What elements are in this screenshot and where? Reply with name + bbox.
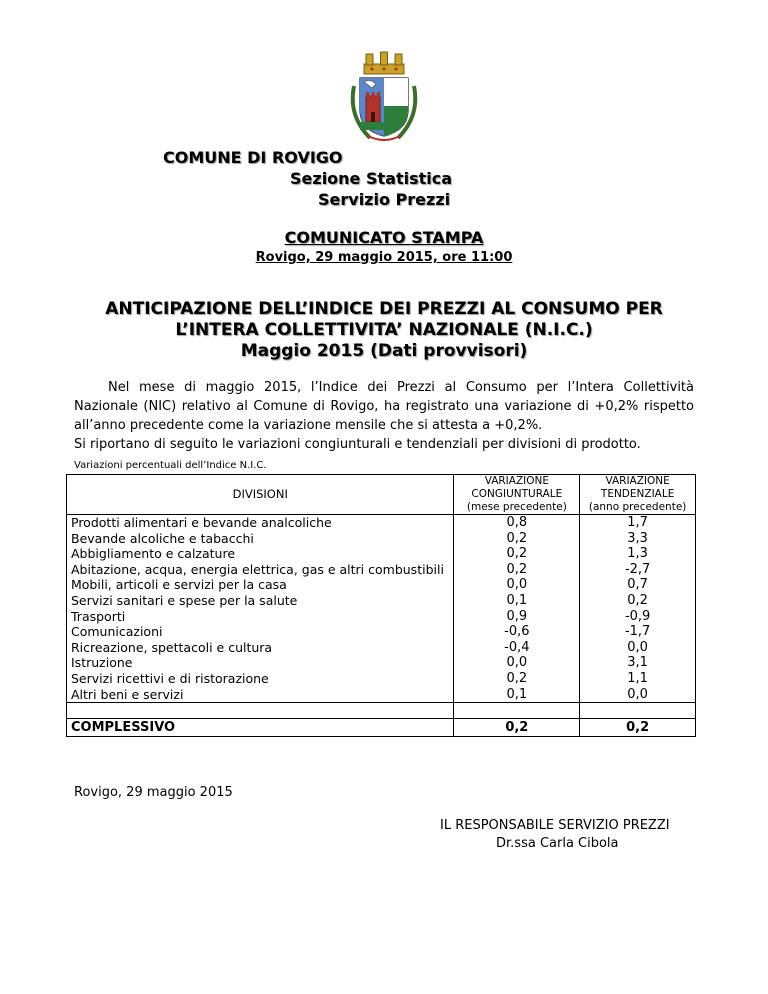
spacer-cell: [67, 703, 454, 719]
body-text: [74, 378, 694, 454]
congiunturale-value: 0,9: [454, 609, 580, 625]
header-tend-line2: TENDENZIALE: [600, 488, 675, 500]
total-tendenziale: 0,2: [580, 719, 696, 737]
signatory-role: IL RESPONSABILE SERVIZIO PREZZI: [440, 818, 670, 833]
division-name: Comunicazioni: [67, 624, 454, 640]
tendenziale-value: 1,1: [580, 671, 696, 687]
congiunturale-value: -0,4: [454, 640, 580, 656]
congiunturale-value: 0,2: [454, 562, 580, 578]
tendenziale-value: 3,1: [580, 655, 696, 671]
division-name: Trasporti: [67, 609, 454, 625]
tendenziale-value: -1,7: [580, 624, 696, 640]
coat-of-arms-icon: [344, 50, 424, 146]
congiunturale-value: 0,8: [454, 515, 580, 531]
tendenziale-value: 1,7: [580, 515, 696, 531]
table-row: [67, 562, 696, 578]
table-header-row: [67, 475, 696, 515]
division-name: Servizi sanitari e spese per la salute: [67, 593, 454, 609]
congiunturale-value: -0,6: [454, 624, 580, 640]
division-name: Ricreazione, spettacoli e cultura: [67, 640, 454, 656]
press-release-title: COMUNICATO STAMPA: [284, 228, 484, 247]
congiunturale-value: 0,2: [454, 531, 580, 547]
signatory-name: Dr.ssa Carla Cibola: [496, 836, 619, 851]
division-name: Mobili, articoli e servizi per la casa: [67, 577, 454, 593]
division-name: Abbigliamento e calzature: [67, 546, 454, 562]
header-comune: COMUNE DI ROVIGO: [163, 148, 343, 167]
division-name: Prodotti alimentari e bevande analcoliche: [67, 515, 454, 531]
tendenziale-value: 0,7: [580, 577, 696, 593]
tendenziale-value: 0,2: [580, 593, 696, 609]
header-tend-line1: VARIAZIONE: [605, 475, 670, 487]
tendenziale-value: 3,3: [580, 531, 696, 547]
congiunturale-value: 0,0: [454, 577, 580, 593]
spacer-cell: [580, 703, 696, 719]
paragraph-2: Si riportano di seguito le variazioni congiunturali e tendenziali per divisioni di prodotto.: [74, 437, 641, 452]
tendenziale-value: 1,3: [580, 546, 696, 562]
header-sezione: Sezione Statistica: [290, 169, 453, 188]
table-spacer-row: [67, 703, 696, 719]
tendenziale-value: 0,0: [580, 687, 696, 703]
division-name: Altri beni e servizi: [67, 687, 454, 703]
division-name: Servizi ricettivi e di ristorazione: [67, 671, 454, 687]
header-congiunturale: [454, 475, 580, 515]
table-row: [67, 624, 696, 640]
header-tendenziale: [580, 475, 696, 515]
division-name: Abitazione, acqua, energia elettrica, gas e altri combustibili: [67, 562, 454, 578]
table-row: [67, 671, 696, 687]
press-release-date: Rovigo, 29 maggio 2015, ore 11:00: [255, 250, 513, 265]
table-row: [67, 640, 696, 656]
congiunturale-value: 0,0: [454, 655, 580, 671]
table-caption: Variazioni percentuali dell’Indice N.I.C.: [74, 460, 267, 471]
table-total-row: [67, 719, 696, 737]
header-servizio: Servizio Prezzi: [318, 190, 451, 209]
table-row: [67, 655, 696, 671]
congiunturale-value: 0,2: [454, 546, 580, 562]
header-cong-line3: (mese precedente): [466, 501, 567, 513]
tendenziale-value: -0,9: [580, 609, 696, 625]
header-cong-line2: CONGIUNTURALE: [471, 488, 563, 500]
spacer-cell: [454, 703, 580, 719]
document-title-line1: ANTICIPAZIONE DELL’INDICE DEI PREZZI AL CONSUMO PER: [105, 299, 663, 319]
paragraph-1: Nel mese di maggio 2015, l’Indice dei Prezzi al Consumo per l’Intera Collettività Nazionale (NIC) relativo al Comune di Rovigo, ha registrato una variazione di +0,2% rispetto all’anno precedente come la variazione mensile che si attesta a +0,2%.: [74, 380, 694, 433]
table-row: [67, 687, 696, 703]
document-title-line3: Maggio 2015 (Dati provvisori): [240, 341, 528, 361]
header-cong-line1: VARIAZIONE: [484, 475, 549, 487]
table-row: [67, 515, 696, 531]
table-row: [67, 546, 696, 562]
total-label: COMPLESSIVO: [67, 719, 454, 737]
division-name: Istruzione: [67, 655, 454, 671]
table-row: [67, 577, 696, 593]
table-row: [67, 593, 696, 609]
congiunturale-value: 0,1: [454, 687, 580, 703]
document-title-line2: L’INTERA COLLETTIVITA’ NAZIONALE (N.I.C.): [175, 320, 593, 340]
header-divisioni: DIVISIONI: [67, 475, 454, 515]
division-name: Bevande alcoliche e tabacchi: [67, 531, 454, 547]
tendenziale-value: 0,0: [580, 640, 696, 656]
nic-variations-table: [66, 474, 696, 737]
header-tend-line3: (anno precedente): [588, 501, 687, 513]
congiunturale-value: 0,2: [454, 671, 580, 687]
total-congiunturale: 0,2: [454, 719, 580, 737]
congiunturale-value: 0,1: [454, 593, 580, 609]
table-row: [67, 609, 696, 625]
tendenziale-value: -2,7: [580, 562, 696, 578]
table-row: [67, 531, 696, 547]
place-date: Rovigo, 29 maggio 2015: [74, 785, 233, 800]
